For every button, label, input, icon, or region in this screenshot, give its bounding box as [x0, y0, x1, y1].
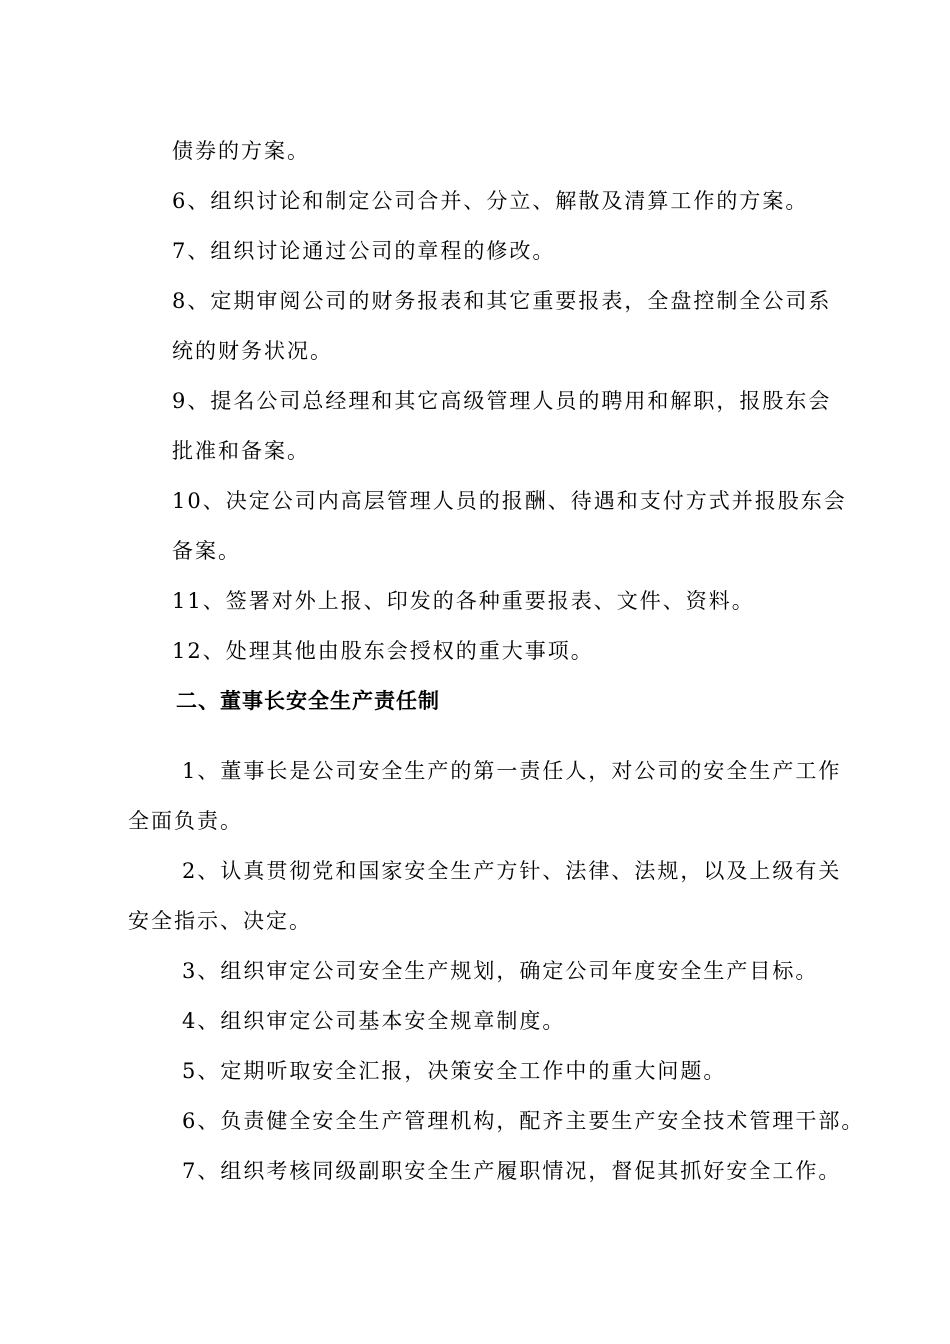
text-line: 备案。 — [172, 539, 241, 563]
list-item: 11、签署对外上报、印发的各种重要报表、文件、资料。 — [172, 589, 755, 613]
text-line: 全面负责。 — [128, 809, 243, 833]
text-line: 安全指示、决定。 — [128, 909, 312, 933]
list-item: 8、定期审阅公司的财务报表和其它重要报表，全盘控制全公司系 — [172, 289, 832, 313]
section-heading: 二、董事长安全生产责任制 — [176, 689, 440, 713]
list-item: 1、董事长是公司安全生产的第一责任人，对公司的安全生产工作 — [182, 759, 842, 783]
list-item: 2、认真贯彻党和国家安全生产方针、法律、法规，以及上级有关 — [182, 859, 842, 883]
list-item: 5、定期听取安全汇报，决策安全工作中的重大问题。 — [182, 1059, 727, 1083]
list-item: 7、组织考核同级副职安全生产履职情况，督促其抓好安全工作。 — [182, 1159, 842, 1183]
list-item: 9、提名公司总经理和其它高级管理人员的聘用和解职，报股东会 — [172, 389, 832, 413]
list-item: 4、组织审定公司基本安全规章制度。 — [182, 1009, 566, 1033]
list-item: 6、负责健全安全生产管理机构，配齐主要生产安全技术管理干部。 — [182, 1109, 865, 1133]
list-item: 7、组织讨论通过公司的章程的修改。 — [172, 239, 556, 263]
text-line: 债券的方案。 — [172, 139, 310, 163]
list-item: 10、决定公司内高层管理人员的报酬、待遇和支付方式并报股东会 — [172, 489, 847, 513]
list-item: 6、组织讨论和制定公司合并、分立、解散及清算工作的方案。 — [172, 189, 809, 213]
text-line: 批准和备案。 — [172, 439, 310, 463]
text-line: 统的财务状况。 — [172, 339, 333, 363]
list-item: 12、处理其他由股东会授权的重大事项。 — [172, 639, 594, 663]
list-item: 3、组织审定公司安全生产规划，确定公司年度安全生产目标。 — [182, 959, 819, 983]
